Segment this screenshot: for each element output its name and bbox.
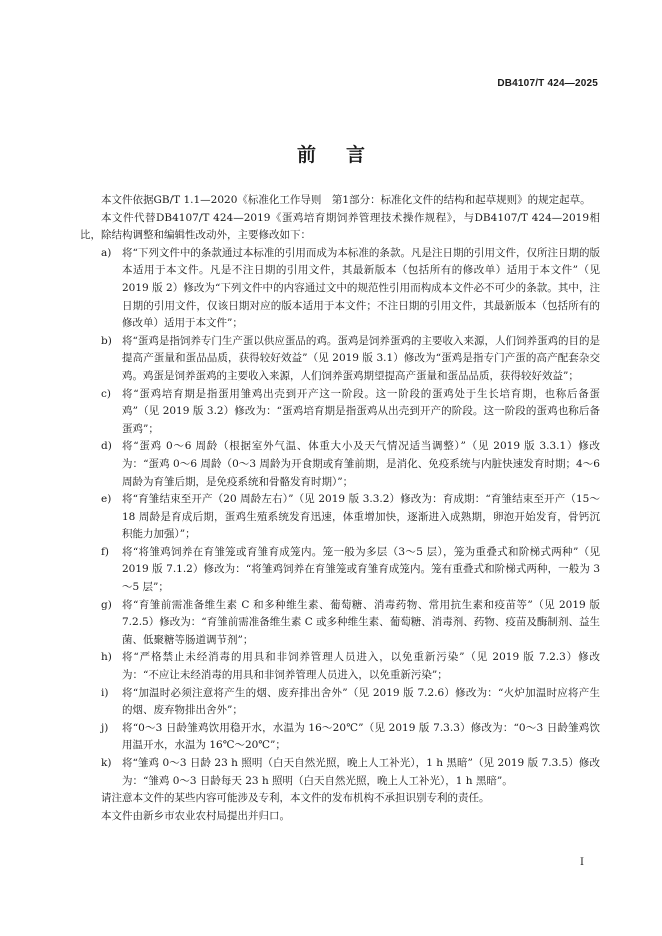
change-text: 将“加温时必须注意将产生的烟、废弃排出舍外”（见 2019 版 7.2.6）修改为：“火炉加温时应将产生的烟、废弃物排出舍外”； [122,686,600,717]
list-marker: f) [101,545,109,558]
change-item-d [80,438,600,491]
change-item-f [80,544,600,597]
change-text: 将“蛋鸡培育期是指蛋用雏鸡出壳到开产这一阶段。这一阶段的蛋鸡处于生长培育期，也称后备蛋鸡”（见 2019 版 3.2）修改为：“蛋鸡培育期是指蛋鸡从出壳到开产的阶段。这一阶段的蛋鸡也称后备蛋鸡”； [122,387,600,435]
list-marker: k) [101,757,112,769]
change-text: 将“育雏结束至开产（20 周龄左右）”（见 2019 版 3.3.2）修改为：育成期：“育雏结束至开产（15～18 周龄是育成后期，蛋鸡生殖系统发育迅速，体重增加快，逐渐进入成熟期，卵泡开始发育，骨钙沉积能力加强）”； [122,493,600,541]
intro-paragraph-drafting-basis: 本文件依据GB/T 1.1—2020《标准化工作导则 第1部分：标准化文件的结构和起草规则》的规定起草。 [101,194,591,206]
change-item-b [80,333,600,386]
document-body [80,192,600,825]
list-marker: e) [101,493,112,506]
change-item-c [80,386,600,439]
change-text: 将“下列文件中的条款通过本标准的引用而成为本标准的条款。凡是注日期的引用文件，仅所注日期的版本适用于本文件。凡是不注日期的引用文件，其最新版本（包括所有的修改单）适用于本文件”（见 2019 版 2）修改为“下列文件中的内容通过文中的规范性引用而构成本文件必不可少的条款。其中，注日期的引用文件，仅该日期对应的版本适用于本文件；不注日期的引用文件，其最新版本（包括所有的修改单）适用于本文件”； [122,246,600,330]
proposer-statement: 本文件由新乡市农业农村局提出并归口。 [101,809,290,822]
list-marker: b) [101,334,112,347]
change-text: 将“蛋鸡是指饲养专门生产蛋以供应蛋品的鸡。蛋鸡是饲养蛋鸡的主要收入来源，人们饲养蛋鸡的目的是提高产蛋量和蛋品品质，获得较好效益”（见 2019 版 3.1）修改为“蛋鸡是指专门产蛋的高产配套杂交鸡。鸡蛋是饲养蛋鸡的主要收入来源，人们饲养蛋鸡期望提高产蛋量和蛋品品质，获得较好效益”； [122,334,600,382]
change-item-k [80,755,600,790]
page-number: I [580,857,584,868]
list-marker: j) [101,721,109,734]
list-marker: d) [101,440,112,453]
change-text: 将“0～3 日龄雏鸡饮用稳开水，水温为 16～20℃”（见 2019 版 7.3.3）修改为：“0～3 日龄雏鸡饮用温开水，水温为 16℃～20℃”； [122,721,600,752]
change-item-g [80,597,600,650]
intro-paragraph-replacement: 本文件代替DB4107/T 424—2019《蛋鸡培育期饲养管理技术操作规程》，与DB4107/T 424—2019相比，除结构调整和编辑性改动外，主要修改如下： [80,211,600,242]
list-marker: h) [101,651,112,664]
change-text: 将“严格禁止未经消毒的用具和非饲养管理人员进入，以免重新污染”（见 2019 版 7.2.3）修改为：“不应让未经消毒的用具和非饲养管理人员进入，以免重新污染”； [122,651,600,682]
change-item-j [80,720,600,755]
list-marker: a) [101,246,112,259]
change-list [80,245,600,790]
list-marker: i) [101,686,109,699]
change-item-e [80,491,600,544]
change-item-a [80,245,600,333]
change-item-h [80,649,600,684]
standard-code: DB4107/T 424—2025 [497,78,598,89]
change-text: 将“蛋鸡 0～6 周龄（根据室外气温、体重大小及天气情况适当调整）”（见 2019 版 3.3.1）修改为：“蛋鸡 0～6 周龄（0～3 周龄为开食期或育雏前期，是消化、免疫系统与内脏快速发育时期；4～6 周龄为育雏后期，是免疫系统和骨骼发育时期）”； [122,440,600,488]
change-text: 将“雏鸡 0～3 日龄 23 h 照明（白天自然光照，晚上人工补光），1 h 黑暗”（见 2019 版 7.3.5）修改为：“雏鸡 0～3 日龄每天 23 h 照明（白天自然光照，晚上人工补光），1 h 黑暗”。 [122,757,600,787]
change-text: 将“育雏前需准备维生素 C 和多种维生素、葡萄糖、消毒药物、常用抗生素和疫苗等”（见 2019 版 7.2.5）修改为：“育雏前需准备维生素 C 或多种维生素、葡萄糖、消毒剂、药物、疫苗及酶制剂、益生菌、低聚糖等肠道调节剂”； [122,598,600,646]
page-title: 前言 [296,144,395,166]
patent-notice: 请注意本文件的某些内容可能涉及专利，本文件的发布机构不承担识别专利的责任。 [101,792,490,805]
list-marker: g) [101,598,112,611]
change-text: 将“将雏鸡饲养在育雏笼或育雏育成笼内。笼一般为多层（3～5 层），笼为重叠式和阶梯式两种”（见 2019 版 7.1.2）修改为：“将雏鸡饲养在育雏笼或育雏育成笼内。笼有重叠式和阶梯式两种，一般为 3～5 层”； [122,545,600,594]
change-item-i [80,685,600,720]
list-marker: c) [101,387,111,400]
